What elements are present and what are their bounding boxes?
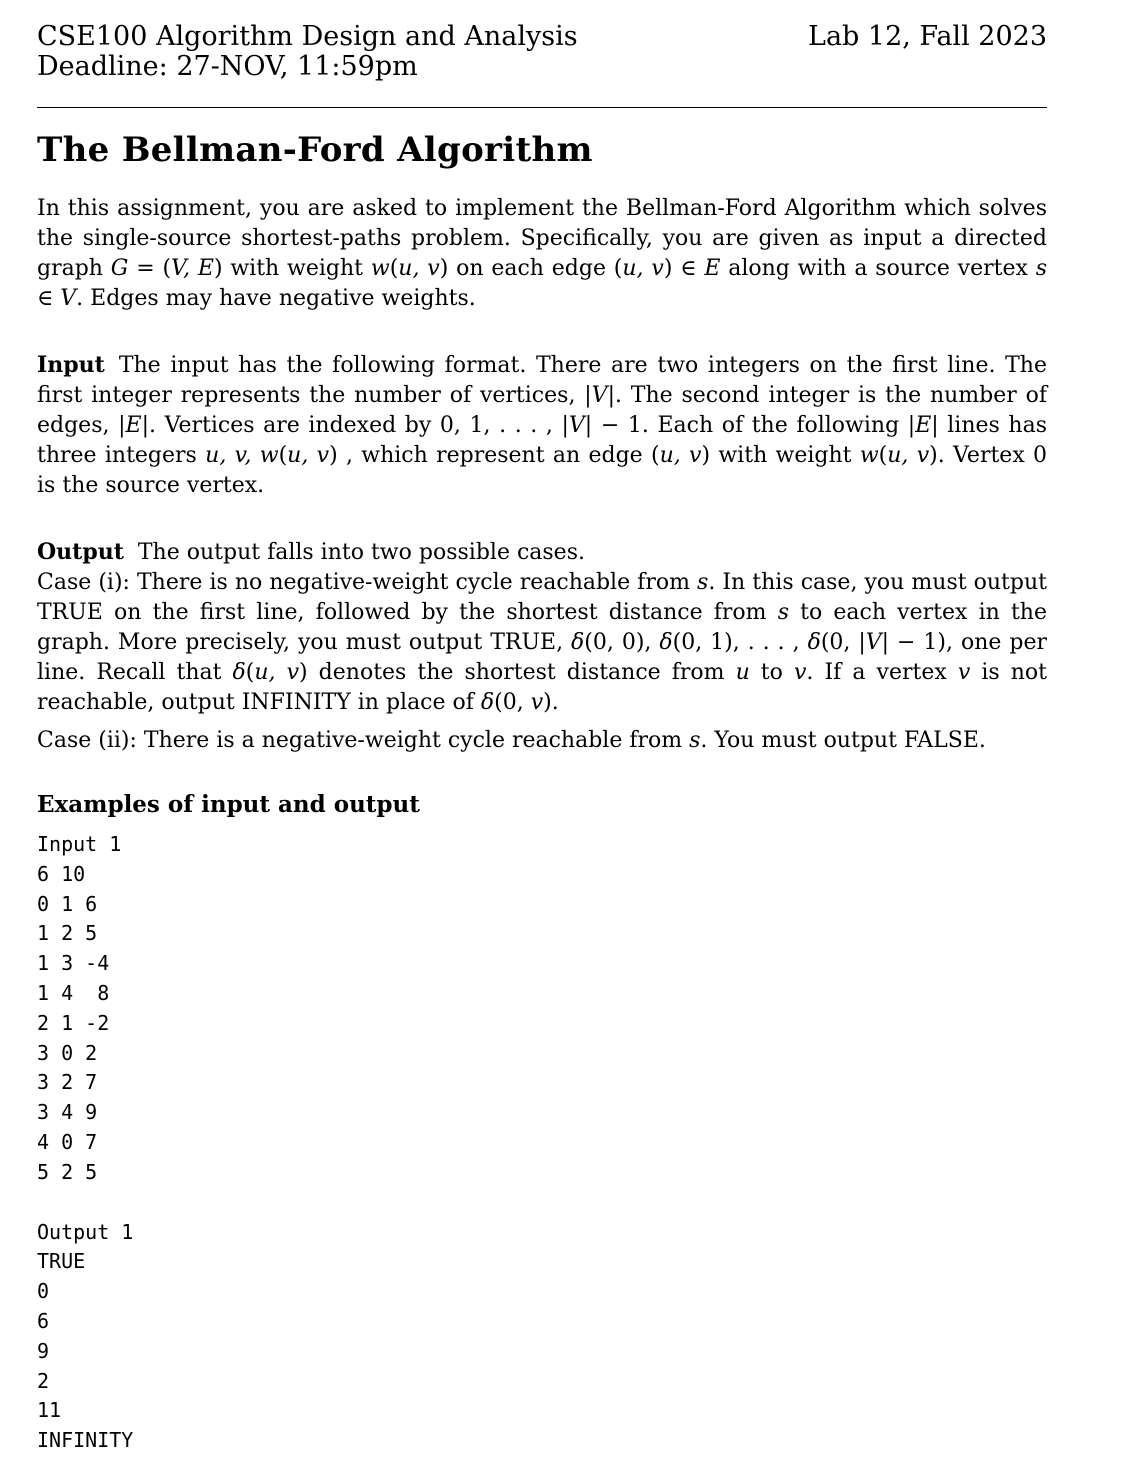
output-heading: Output	[37, 539, 124, 565]
code-line: 11	[37, 1398, 62, 1423]
lab-label: Lab 12, Fall 2023	[808, 21, 1047, 52]
input-paragraph: Input The input has the following format. There are two integers on the first line. The first integer represents the number of vertices, |V|. The second integer is the number of edges, |E|. Vertices are indexed by 0, 1, . . . , |V| − 1. Each of the following |E| lines has three integers u, v, w(u, v) , which represent an edge (u, v) with weight w(u, v). Vertex 0 is the source vertex.	[37, 352, 1048, 498]
document-page	[37, 22, 1047, 1456]
page-header	[37, 22, 1047, 88]
input-example-block	[37, 860, 1047, 1188]
code-line: 6	[37, 1308, 50, 1333]
case-two-paragraph: Case (ii): There is a negative-weight cycle reachable from s. You must output FALSE.	[37, 728, 986, 753]
code-line: 5 2 5	[37, 1159, 98, 1184]
code-line: 1 4 8	[37, 980, 110, 1005]
examples-heading: Examples of input and output	[37, 791, 420, 818]
output-example-label: Output 1	[37, 1219, 134, 1244]
input-example-label: Input 1	[37, 832, 122, 856]
code-line: TRUE	[37, 1249, 86, 1274]
code-line: 3 2 7	[37, 1070, 98, 1095]
code-line: 1 2 5	[37, 921, 98, 946]
code-line: 1 3 -4	[37, 951, 110, 976]
header-rule	[37, 107, 1047, 108]
code-line: 2 1 -2	[37, 1010, 110, 1035]
code-line: 2	[37, 1368, 50, 1393]
output-example-block	[37, 1247, 1047, 1456]
input-heading: Input	[37, 352, 105, 378]
code-line: INFINITY	[37, 1428, 134, 1453]
code-line: 4 0 7	[37, 1129, 98, 1154]
document-title: The Bellman-Ford Algorithm	[37, 130, 593, 170]
output-paragraph: Output The output falls into two possible cases. Case (i): There is no negative-weight cycle reachable from s. In this case, you must output TRUE on the first line, followed by the shortest distance from s to each vertex in the graph. More precisely, you must output TRUE, δ(0, 0), δ(0, 1), . . . , δ(0, |V| − 1), one per line. Recall that δ(u, v) denotes the shortest distance from u to v. If a vertex v is not reachable, output INFINITY in place of δ(0, v).	[37, 539, 1047, 715]
code-line: 9	[37, 1338, 50, 1363]
header-left	[37, 22, 578, 82]
deadline: Deadline: 27-NOV, 11:59pm	[37, 51, 418, 82]
intro-paragraph: In this assignment, you are asked to implement the Bellman-Ford Algorithm which solves the single-source shortest-paths problem. Specifically, you are given as input a directed graph G = (V, E) with weight w(u, v) on each edge (u, v) ∈ E along with a source vertex s ∈ V. Edges may have negative weights.	[37, 196, 1048, 311]
code-line: 3 0 2	[37, 1040, 98, 1065]
code-line: 0	[37, 1279, 50, 1304]
course-title: CSE100 Algorithm Design and Analysis	[37, 21, 578, 52]
code-line: 6 10	[37, 861, 86, 886]
code-line: 0 1 6	[37, 891, 98, 916]
code-line: 3 4 9	[37, 1100, 98, 1125]
